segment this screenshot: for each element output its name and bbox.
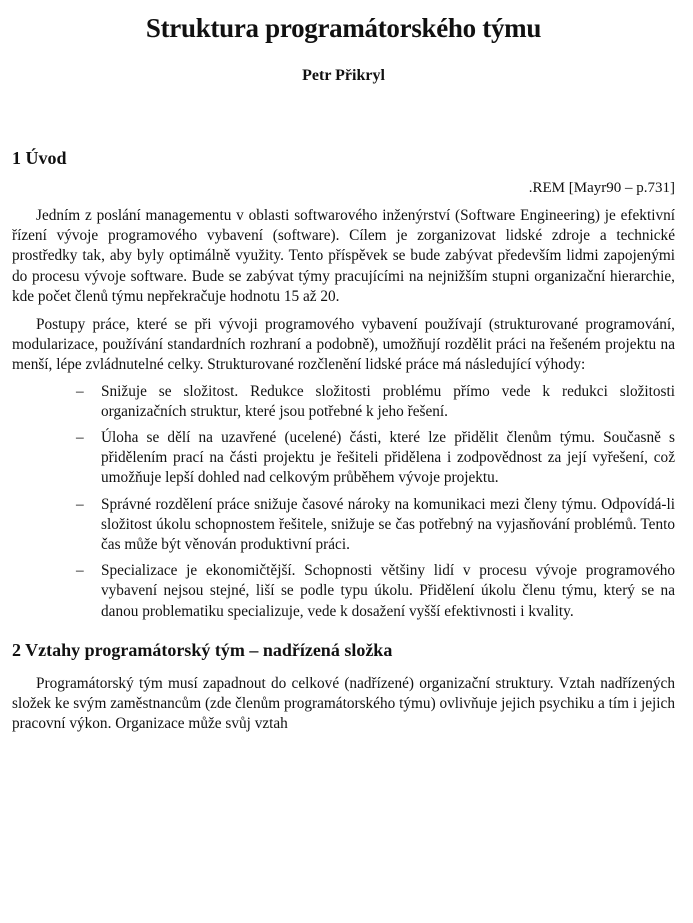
list-item-text: Úloha se dělí na uzavřené (ucelené) části, které lze přidělit členům týmu. Současně s přidělením prací na části projektu je řešiteli přidělena i zodpovědnost za její vyřešení, což umožňuje lepší dohled nad celkovým průběhem vývoje projektu.: [101, 429, 675, 487]
author-name: Petr Přikryl: [302, 67, 385, 84]
section-2-paragraph-1: Programátorský tým musí zapadnout do celkové (nadřízené) organizační struktury. Vztah nadřízených složek ke svým zaměstnancům (zde členům programátorského týmu) ovlivňuje jejich psychiku a tím i jejich pracovní výkon. Organizace může svůj vztah: [12, 674, 675, 733]
bullet-dash: –: [76, 429, 84, 447]
list-item: [12, 561, 675, 622]
bullet-dash: –: [76, 495, 84, 513]
list-item: [12, 428, 675, 489]
section-1-paragraph-2: Postupy práce, které se při vývoji programového vybavení používají (strukturované programování, modularizace, používání standardních rozhraní a podobně), umožňují rozdělit práci na řešeném projektu na menší, lépe zvládnutelné celky. Strukturované rozčlenění lidské práce má následující výhody:: [12, 316, 675, 374]
list-item: [12, 495, 675, 556]
section-2-heading: 2 Vztahy programátorský tým – nadřízená složka: [12, 639, 393, 660]
section-1-heading: 1 Úvod: [12, 148, 67, 168]
list-item-text: Správné rozdělení práce snižuje časové nároky na komunikaci mezi členy týmu. Odpovídá-li složitost úkolu schopnostem řešitele, snižuje se čas potřebný na vyjasňování problémů. Tento čas může být věnován produktivní práci.: [101, 495, 675, 554]
list-item-text: Snižuje se složitost. Redukce složitosti problému přímo vede k redukci složitosti organizačních struktur, které jsou potřebné k jeho řešení.: [101, 382, 675, 420]
list-item: [12, 382, 675, 422]
document-title: Struktura programátorského týmu: [145, 13, 542, 43]
list-item-text: Specializace je ekonomičtější. Schopnosti většiny lidí v procesu vývoje programového vybavení nejsou stejné, liší se podle typu úkolu. Přidělení úkolu členu týmu, který se na danou problematiku specializuje, vede k dosažení vyšší efektivnosti i kvality.: [101, 562, 675, 620]
bullet-dash: –: [76, 562, 84, 580]
section-1-paragraph-1: Jedním z poslání managementu v oblasti softwarového inženýrství (Software Engineering) je efektivní řízení vývoje programového vybavení (software). Cílem je zorganizovat lidské zdroje a technické prostředky tak, aby byly optimálně využity. Tento příspěvek se bude zabývat především lidmi zapojenými do procesu vývoje software. Bude se zabývat týmy pracujícími na nejnižším stupni organizační hierarchie, kde počet členů týmu nepřekračuje hodnotu 15 až 20.: [12, 207, 675, 305]
citation-reference: .REM [Mayr90 – p.731]: [528, 180, 675, 196]
bullet-dash: –: [76, 382, 84, 400]
advantages-list: [12, 382, 675, 622]
